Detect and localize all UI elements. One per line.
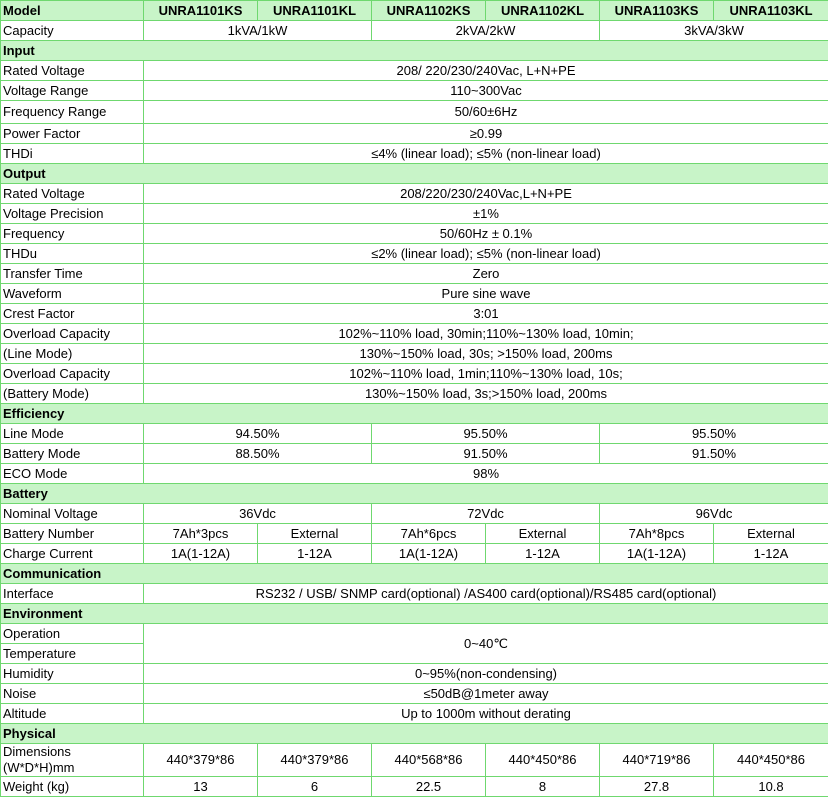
row-label: (Battery Mode) (1, 384, 144, 404)
row-label: Battery Mode (1, 444, 144, 464)
spec-row (1, 524, 828, 544)
row-value: Zero (144, 264, 828, 284)
spec-row (1, 184, 828, 204)
section-title: Battery (1, 484, 828, 504)
row-value: Up to 1000m without derating (144, 704, 828, 724)
row-label: Overload Capacity (1, 364, 144, 384)
model-name: UNRA1102KL (486, 1, 600, 21)
spec-row (1, 744, 828, 777)
row-value: 10.8 (714, 777, 828, 797)
row-label: THDu (1, 244, 144, 264)
spec-row (1, 124, 828, 144)
row-value: 94.50% (144, 424, 372, 444)
row-value: 7Ah*8pcs (600, 524, 714, 544)
row-value: 440*379*86 (258, 744, 372, 777)
spec-row (1, 584, 828, 604)
row-label: Nominal Voltage (1, 504, 144, 524)
row-label: Line Mode (1, 424, 144, 444)
row-value: 440*450*86 (486, 744, 600, 777)
section-physical (1, 724, 828, 744)
model-name: UNRA1101KS (144, 1, 258, 21)
section-title: Input (1, 41, 828, 61)
section-battery (1, 484, 828, 504)
row-label: Power Factor (1, 124, 144, 144)
section-efficiency (1, 404, 828, 424)
row-value: ≥0.99 (144, 124, 828, 144)
model-name: UNRA1102KS (372, 1, 486, 21)
row-value: 440*568*86 (372, 744, 486, 777)
row-value: 91.50% (372, 444, 600, 464)
row-label: Battery Number (1, 524, 144, 544)
row-label-line: (W*D*H)mm (3, 760, 141, 776)
spec-row (1, 544, 828, 564)
row-value: 95.50% (372, 424, 600, 444)
spec-row (1, 384, 828, 404)
section-environment (1, 604, 828, 624)
row-value: 440*719*86 (600, 744, 714, 777)
row-value: 0~95%(non-condensing) (144, 664, 828, 684)
row-label: Rated Voltage (1, 184, 144, 204)
spec-row (1, 444, 828, 464)
row-label: Voltage Range (1, 81, 144, 101)
section-title: Environment (1, 604, 828, 624)
row-value: 8 (486, 777, 600, 797)
row-value: 6 (258, 777, 372, 797)
capacity-value: 1kVA/1kW (144, 21, 372, 41)
row-value: External (486, 524, 600, 544)
model-name: UNRA1103KL (714, 1, 828, 21)
row-value: 27.8 (600, 777, 714, 797)
spec-row (1, 504, 828, 524)
row-label: Humidity (1, 664, 144, 684)
capacity-value: 2kVA/2kW (372, 21, 600, 41)
row-value: 102%~110% load, 30min;110%~130% load, 10min; (144, 324, 828, 344)
row-value: 208/ 220/230/240Vac, L+N+PE (144, 61, 828, 81)
row-value: RS232 / USB/ SNMP card(optional) /AS400 card(optional)/RS485 card(optional) (144, 584, 828, 604)
row-label: Rated Voltage (1, 61, 144, 81)
spec-row (1, 81, 828, 101)
row-value: Pure sine wave (144, 284, 828, 304)
row-value: 440*379*86 (144, 744, 258, 777)
row-label: Weight (kg) (1, 777, 144, 797)
row-value: 3:01 (144, 304, 828, 324)
row-label: Voltage Precision (1, 204, 144, 224)
section-input (1, 41, 828, 61)
spec-row (1, 264, 828, 284)
row-value: 1A(1-12A) (600, 544, 714, 564)
section-title: Output (1, 164, 828, 184)
spec-row (1, 204, 828, 224)
row-label: Interface (1, 584, 144, 604)
spec-row (1, 284, 828, 304)
row-value: 7Ah*3pcs (144, 524, 258, 544)
spec-row (1, 424, 828, 444)
row-label: Frequency (1, 224, 144, 244)
row-value: 0~40℃ (144, 624, 828, 664)
row-value: ≤50dB@1meter away (144, 684, 828, 704)
spec-row (1, 344, 828, 364)
section-title: Physical (1, 724, 828, 744)
model-label: Model (1, 1, 144, 21)
row-value: ±1% (144, 204, 828, 224)
row-label: Noise (1, 684, 144, 704)
row-value: External (714, 524, 828, 544)
spec-row (1, 101, 828, 124)
row-value: ≤2% (linear load); ≤5% (non-linear load) (144, 244, 828, 264)
row-label: Temperature (1, 644, 144, 664)
row-value: 7Ah*6pcs (372, 524, 486, 544)
spec-row (1, 684, 828, 704)
row-value: 102%~110% load, 1min;110%~130% load, 10s; (144, 364, 828, 384)
row-label: Overload Capacity (1, 324, 144, 344)
row-value: 72Vdc (372, 504, 600, 524)
row-label: THDi (1, 144, 144, 164)
row-value: 1-12A (714, 544, 828, 564)
row-value: 95.50% (600, 424, 828, 444)
capacity-row (1, 21, 828, 41)
spec-row (1, 324, 828, 344)
capacity-value: 3kVA/3kW (600, 21, 828, 41)
row-value: 110~300Vac (144, 81, 828, 101)
spec-row (1, 364, 828, 384)
row-value: 208/220/230/240Vac,L+N+PE (144, 184, 828, 204)
row-label: (Line Mode) (1, 344, 144, 364)
header-row (1, 1, 828, 21)
row-label: ECO Mode (1, 464, 144, 484)
spec-row (1, 704, 828, 724)
spec-row (1, 61, 828, 81)
model-name: UNRA1101KL (258, 1, 372, 21)
row-value: 440*450*86 (714, 744, 828, 777)
row-value: 1-12A (486, 544, 600, 564)
spec-row (1, 664, 828, 684)
model-name: UNRA1103KS (600, 1, 714, 21)
section-communication (1, 564, 828, 584)
row-value: 50/60±6Hz (144, 101, 828, 124)
row-value: 130%~150% load, 3s;>150% load, 200ms (144, 384, 828, 404)
row-value: External (258, 524, 372, 544)
row-value: 98% (144, 464, 828, 484)
row-label: Crest Factor (1, 304, 144, 324)
row-label: Operation (1, 624, 144, 644)
row-value: 1-12A (258, 544, 372, 564)
section-title: Communication (1, 564, 828, 584)
row-value: ≤4% (linear load); ≤5% (non-linear load) (144, 144, 828, 164)
row-label (1, 744, 144, 777)
row-value: 88.50% (144, 444, 372, 464)
row-label-line: Dimensions (3, 744, 141, 760)
row-value: 22.5 (372, 777, 486, 797)
spec-row (1, 224, 828, 244)
row-label: Capacity (1, 21, 144, 41)
row-value: 36Vdc (144, 504, 372, 524)
spec-row (1, 464, 828, 484)
row-value: 91.50% (600, 444, 828, 464)
row-label: Waveform (1, 284, 144, 304)
spec-row (1, 304, 828, 324)
row-label: Charge Current (1, 544, 144, 564)
row-value: 13 (144, 777, 258, 797)
spec-row (1, 624, 828, 644)
row-value: 130%~150% load, 30s; >150% load, 200ms (144, 344, 828, 364)
row-value: 1A(1-12A) (144, 544, 258, 564)
row-label: Altitude (1, 704, 144, 724)
spec-row (1, 777, 828, 797)
row-value: 96Vdc (600, 504, 828, 524)
row-label: Transfer Time (1, 264, 144, 284)
spec-row (1, 244, 828, 264)
row-label: Frequency Range (1, 101, 144, 124)
row-value: 50/60Hz ± 0.1% (144, 224, 828, 244)
section-title: Efficiency (1, 404, 828, 424)
spec-row (1, 144, 828, 164)
section-output (1, 164, 828, 184)
row-value: 1A(1-12A) (372, 544, 486, 564)
